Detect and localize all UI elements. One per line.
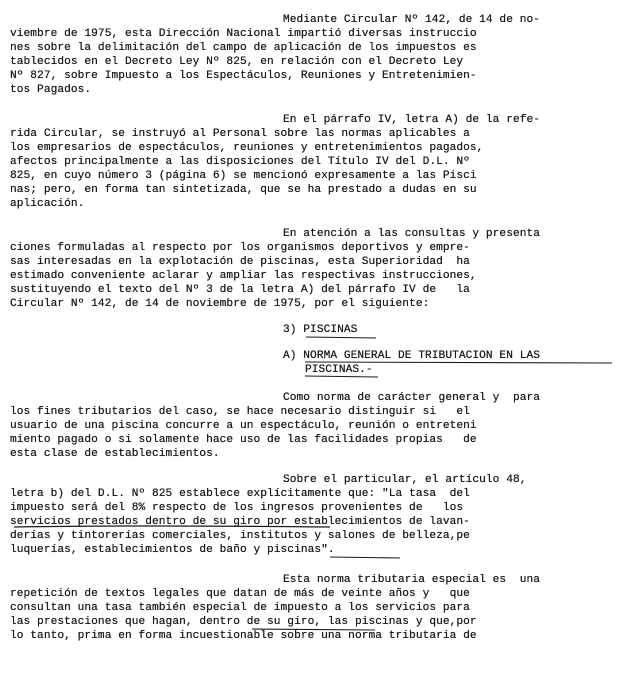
text-line: Sobre el particular, el artículo 48, <box>283 474 527 486</box>
text-line: nes sobre la delimitación del campo de aplicación de los impuestos es <box>10 42 477 54</box>
text-line: ciones formuladas al respecto por los organismos deportivos y empre- <box>10 242 470 254</box>
text-line: letra b) del D.L. Nº 825 establece explícitamente que: "La tasa del <box>10 488 470 500</box>
text-line: consultan una tasa también especial de impuesto a los servicios para <box>10 602 470 614</box>
text-line: Nº 827, sobre Impuesto a los Espectáculos, Reuniones y Entretenimien- <box>10 70 477 82</box>
underline-piscinas-heading <box>306 337 376 338</box>
text-line: estimado conveniente aclarar y ampliar las respectivas instrucciones, <box>10 270 477 282</box>
text-line: Circular Nº 142, de 14 de noviembre de 1975, por el siguiente: <box>10 298 430 310</box>
text-line: Esta norma tributaria especial es una <box>283 574 541 586</box>
text-line: rida Circular, se instruyó al Personal sobre las normas aplicables a <box>10 128 470 140</box>
text-line: usuario de una piscina concurre a un espectáculo, reunión o entreteni <box>10 420 477 432</box>
text-line: lo tanto, prima en forma incuestionable sobre una norma tributaria de <box>10 630 477 642</box>
text-line: derías y tintorerías comerciales, institutos y salones de belleza,pe <box>10 530 470 542</box>
text-line: afectos principalmente a las disposiciones del Título IV del D.L. Nº <box>10 156 470 168</box>
text-line: los empresarios de espectáculos, reuniones y entretenimientos pagados, <box>10 142 484 154</box>
heading-line: A) NORMA GENERAL DE TRIBUTACION EN LAS <box>283 350 541 362</box>
text-line: servicios prestados dentro de su giro por establecimientos de lavan- <box>10 516 470 528</box>
text-line: viembre de 1975, esta Dirección Nacional impartió diversas instruccio <box>10 28 477 40</box>
text-line: luquerías, establecimientos de baño y piscinas". <box>10 544 335 556</box>
text-line: repetición de textos legales que datan de más de veinte años y que <box>10 588 470 600</box>
heading-line: PISCINAS.- <box>305 364 373 376</box>
text-line: los fines tributarios del caso, se hace necesario distinguir si el <box>10 406 470 418</box>
underline-piscinas-quote <box>330 557 400 558</box>
text-line: tablecidos en el Decreto Ley Nº 825, en relación con el Decreto Ley <box>10 56 464 68</box>
text-line: tos Pagados. <box>10 84 92 96</box>
text-line: aplicación. <box>10 198 85 210</box>
text-line: sustituyendo el texto del Nº 3 de la letra A) del párrafo IV de la <box>10 284 470 296</box>
text-line: impuesto será del 8% respecto de los ingresos provenientes de los <box>10 502 464 514</box>
text-line: nas; pero, en forma tan sintetizada, que se ha prestado a dudas en su <box>10 184 477 196</box>
text-line: En el párrafo IV, letra A) de la refe- <box>283 114 541 126</box>
text-line: 825, en cuyo número 3 (página 6) se mencionó expresamente a las Pisci <box>10 170 477 182</box>
heading-line: 3) PISCINAS <box>283 324 358 336</box>
text-line: Mediante Circular Nº 142, de 14 de no- <box>283 14 541 26</box>
text-line: las prestaciones que hagan, dentro de su giro, las piscinas y que,por <box>10 616 477 628</box>
text-line: sas interesadas en la explotación de piscinas, esta Superioridad ha <box>10 256 470 268</box>
text-line: miento pagado o si solamente hace uso de las facilidades propias de <box>10 434 477 446</box>
text-line: Como norma de carácter general y para <box>283 392 541 404</box>
text-line: esta clase de establecimientos. <box>10 448 220 460</box>
text-line: En atención a las consultas y presenta <box>283 228 541 240</box>
